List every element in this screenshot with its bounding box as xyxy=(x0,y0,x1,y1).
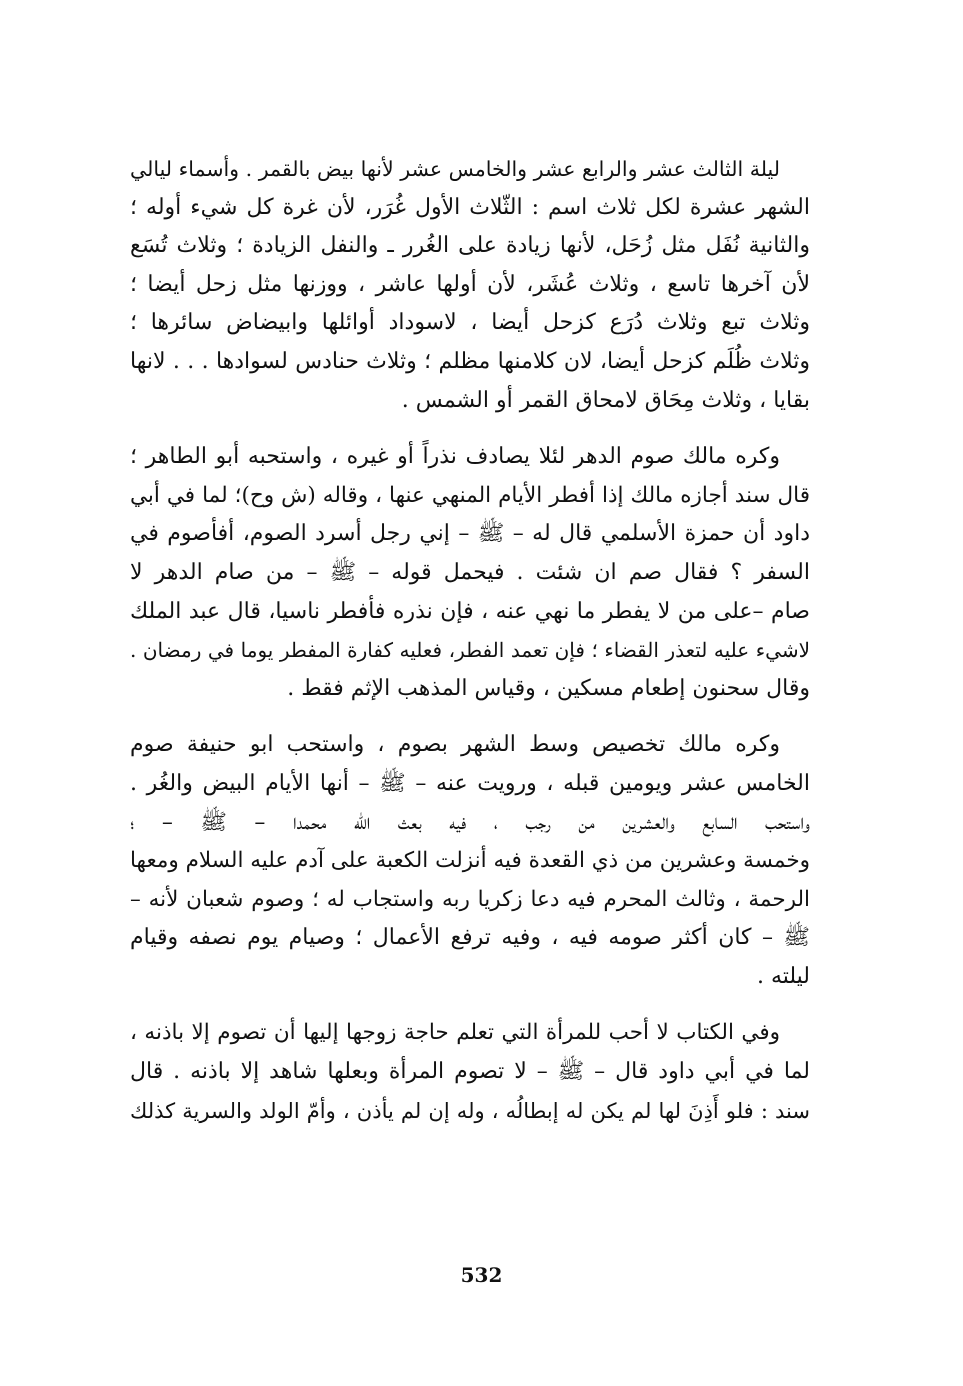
text-line: وفي الكتاب لا أحب للمرأة التي تعلم حاجة زوجها إليها أن تصوم إلا باذنه ، xyxy=(130,1020,780,1046)
text-line: وثلاث ظُلَم كزحل أيضا، لان كلامنها مظلم ؛ وثلاث حنادس لسوادها . . . لانها xyxy=(130,348,810,374)
text-line: السفر ؟ فقال صم ان شئت . فيحمل قوله – ﷺ – من صام الدهر لا xyxy=(130,559,810,585)
text-line: ﷺ – كان أكثر صومه فيه ، وفيه ترفع الأعمال ؛ وصيام يوم نصفه وقيام xyxy=(130,925,810,951)
text-line: بقايا ، وثلاث مِحَاق لامحاق القمر أو الشمس . xyxy=(401,387,810,413)
paragraph-2 xyxy=(130,438,810,708)
text-line: داود أن حمزة الأسلمي قال له – ﷺ – إني رجل أسرد الصوم، أفأصوم في xyxy=(130,521,810,547)
text-line: سند : فلو أَذِنَ لها لم يكن له إبطالُه ، وله إن لم يأذن ، وأمّ الولد والسرية كذلك xyxy=(130,1098,810,1123)
text-line: لما في أبي داود قال – ﷺ – لا تصوم المرأة وبعلها شاهد إلا باذنه . قال xyxy=(130,1059,810,1085)
paragraph-3 xyxy=(130,726,810,996)
page-body xyxy=(130,150,810,1148)
text-line: الخامس عشر ويومين قبله ، ورويت عنه – ﷺ – أنها الأيام البيض والغُر . xyxy=(130,770,810,796)
paragraph-1 xyxy=(130,150,810,420)
text-line: والثانية نُفَل مثل زُحَل، لأنها زيادة على الغُرر ـ والنفل الزيادة ؛ وثلاث تُسَع xyxy=(130,233,810,259)
text-line: الرحمة ، وثالث المحرم فيه دعا زكريا ربه واستجاب له ؛ وصوم شعبان لأنه – xyxy=(130,886,810,912)
text-line: ليلة الثالث عشر والرابع عشر والخامس عشر لأنها بيض بالقمر . وأسماء ليالي xyxy=(130,157,780,181)
text-line: وكره مالك تخصيص وسط الشهر بصوم ، واستحب ابو حنيفة صوم xyxy=(130,732,780,758)
paragraph-4 xyxy=(130,1014,810,1130)
text-line: ليلته . xyxy=(756,963,810,989)
text-line: وكره مالك صوم الدهر لئلا يصادف نذراً أو غيره ، واستحبه أبو الطاهر ؛ xyxy=(130,444,780,470)
text-line: وخمسة وعشرين من ذي القعدة فيه أنزلت الكعبة على آدم عليه السلام ومعها xyxy=(130,848,810,874)
text-line: صام –على من لا يفطر ما نهي عنه ، فإن نذره فأفطر ناسيا، قال عبد الملك xyxy=(130,598,810,624)
text-line: لأن آخرها تاسع ، وثلاث عُشَر، لأن أولها عاشر ، ووزنها مثل زحل أيضا ؛ xyxy=(130,271,810,297)
text-line: وقال سحنون إطعام مسكين ، وقياس المذهب الإثم فقط . xyxy=(287,675,810,701)
text-line: قال سند أجازه مالك إذا أفطر الأيام المنهي عنها ، وقاله (ش وح)؛ لما في أبي xyxy=(130,482,810,508)
text-line: واستحب السابع والعشرين من رجب ، فيه بعث الله محمدا – ﷺ – ؛ xyxy=(130,809,810,835)
page-number: 532 xyxy=(460,1263,503,1287)
text-line: لاشيء عليه لتعذر القضاء ؛ فإن تعمد الفطر، فعليه كفارة المفطر يوما في رمضان . xyxy=(130,638,810,663)
text-line: وثلاث تبع وثلاث دُرَع كزحل أيضا ، لاسوداد أوائلها وابيضاض سائرها ؛ xyxy=(130,310,810,336)
text-line: الشهر عشرة لكل ثلاث اسم : الثّلاث الأول غُرَر، لأن غرة كل شيء أوله ؛ xyxy=(130,194,810,220)
